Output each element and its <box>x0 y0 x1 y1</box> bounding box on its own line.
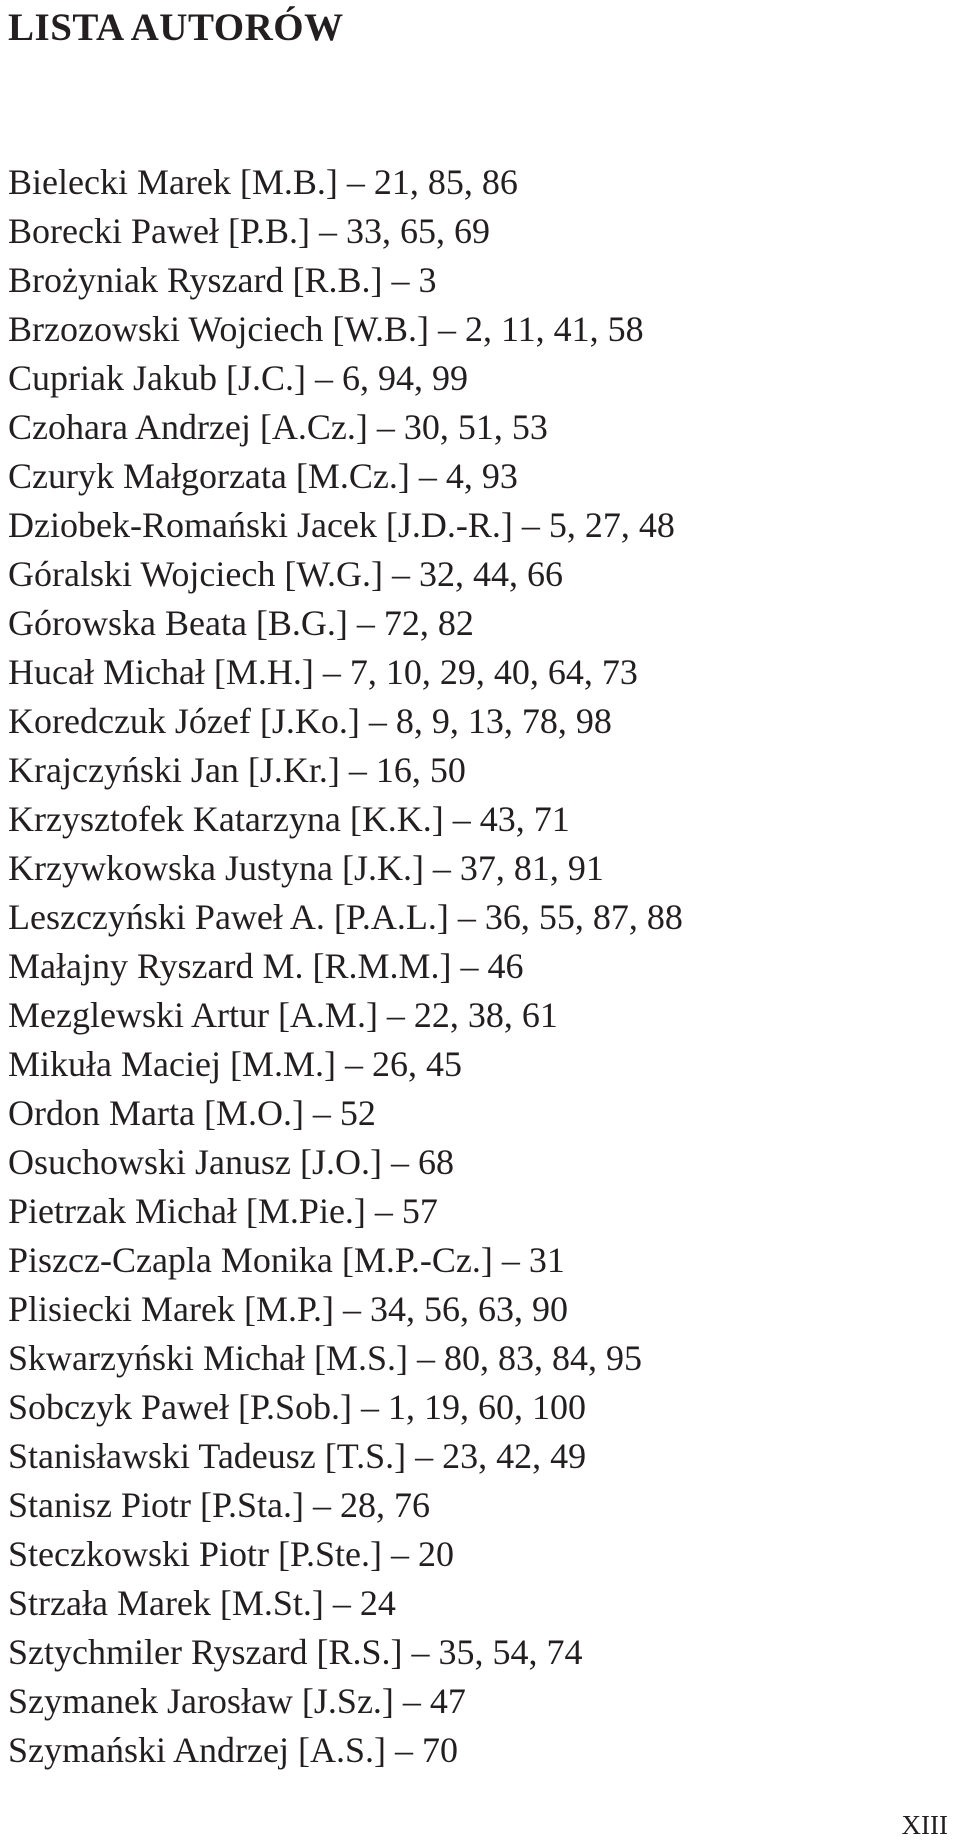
author-entry: Krzywkowska Justyna [J.K.] – 37, 81, 91 <box>8 848 604 888</box>
author-entry: Leszczyński Paweł A. [P.A.L.] – 36, 55, 87, 88 <box>8 897 683 937</box>
author-entry: Małajny Ryszard M. [R.M.M.] – 46 <box>8 946 524 986</box>
author-entry: Cupriak Jakub [J.C.] – 6, 94, 99 <box>8 358 468 398</box>
author-entry: Krzysztofek Katarzyna [K.K.] – 43, 71 <box>8 799 570 839</box>
author-entry: Stanisz Piotr [P.Sta.] – 28, 76 <box>8 1485 431 1525</box>
author-entry: Krajczyński Jan [J.Kr.] – 16, 50 <box>8 750 466 790</box>
author-entry: Steczkowski Piotr [P.Ste.] – 20 <box>8 1534 454 1574</box>
author-entry: Plisiecki Marek [M.P.] – 34, 56, 63, 90 <box>8 1289 568 1329</box>
author-entry: Koredczuk Józef [J.Ko.] – 8, 9, 13, 78, 98 <box>8 701 612 741</box>
author-entry: Borecki Paweł [P.B.] – 33, 65, 69 <box>8 211 490 251</box>
author-entry: Stanisławski Tadeusz [T.S.] – 23, 42, 49 <box>8 1436 587 1476</box>
page-title: LISTA AUTORÓW <box>8 6 344 49</box>
author-entry: Brzozowski Wojciech [W.B.] – 2, 11, 41, 58 <box>8 309 644 349</box>
author-entry: Ordon Marta [M.O.] – 52 <box>8 1093 376 1133</box>
author-entry: Bielecki Marek [M.B.] – 21, 85, 86 <box>8 162 518 202</box>
author-entry: Górowska Beata [B.G.] – 72, 82 <box>8 603 474 643</box>
page-number: XIII <box>901 1810 948 1840</box>
author-entry: Skwarzyński Michał [M.S.] – 80, 83, 84, 95 <box>8 1338 642 1378</box>
author-entry: Hucał Michał [M.H.] – 7, 10, 29, 40, 64, 73 <box>8 652 638 692</box>
author-entry: Piszcz-Czapla Monika [M.P.-Cz.] – 31 <box>8 1240 565 1280</box>
author-entry: Szymański Andrzej [A.S.] – 70 <box>8 1730 458 1770</box>
author-entry: Dziobek-Romański Jacek [J.D.-R.] – 5, 27, 48 <box>8 505 675 545</box>
author-entry: Czohara Andrzej [A.Cz.] – 30, 51, 53 <box>8 407 548 447</box>
author-entry: Brożyniak Ryszard [R.B.] – 3 <box>8 260 437 300</box>
author-entry: Pietrzak Michał [M.Pie.] – 57 <box>8 1191 438 1231</box>
author-entry: Czuryk Małgorzata [M.Cz.] – 4, 93 <box>8 456 518 496</box>
author-entry: Mikuła Maciej [M.M.] – 26, 45 <box>8 1044 462 1084</box>
author-entry: Góralski Wojciech [W.G.] – 32, 44, 66 <box>8 554 564 594</box>
author-entry: Mezglewski Artur [A.M.] – 22, 38, 61 <box>8 995 558 1035</box>
author-entry: Szymanek Jarosław [J.Sz.] – 47 <box>8 1681 466 1721</box>
author-entry: Sobczyk Paweł [P.Sob.] – 1, 19, 60, 100 <box>8 1387 586 1427</box>
author-entry: Osuchowski Janusz [J.O.] – 68 <box>8 1142 454 1182</box>
author-list <box>8 158 683 1775</box>
author-entry: Strzała Marek [M.St.] – 24 <box>8 1583 396 1623</box>
author-entry: Sztychmiler Ryszard [R.S.] – 35, 54, 74 <box>8 1632 583 1672</box>
